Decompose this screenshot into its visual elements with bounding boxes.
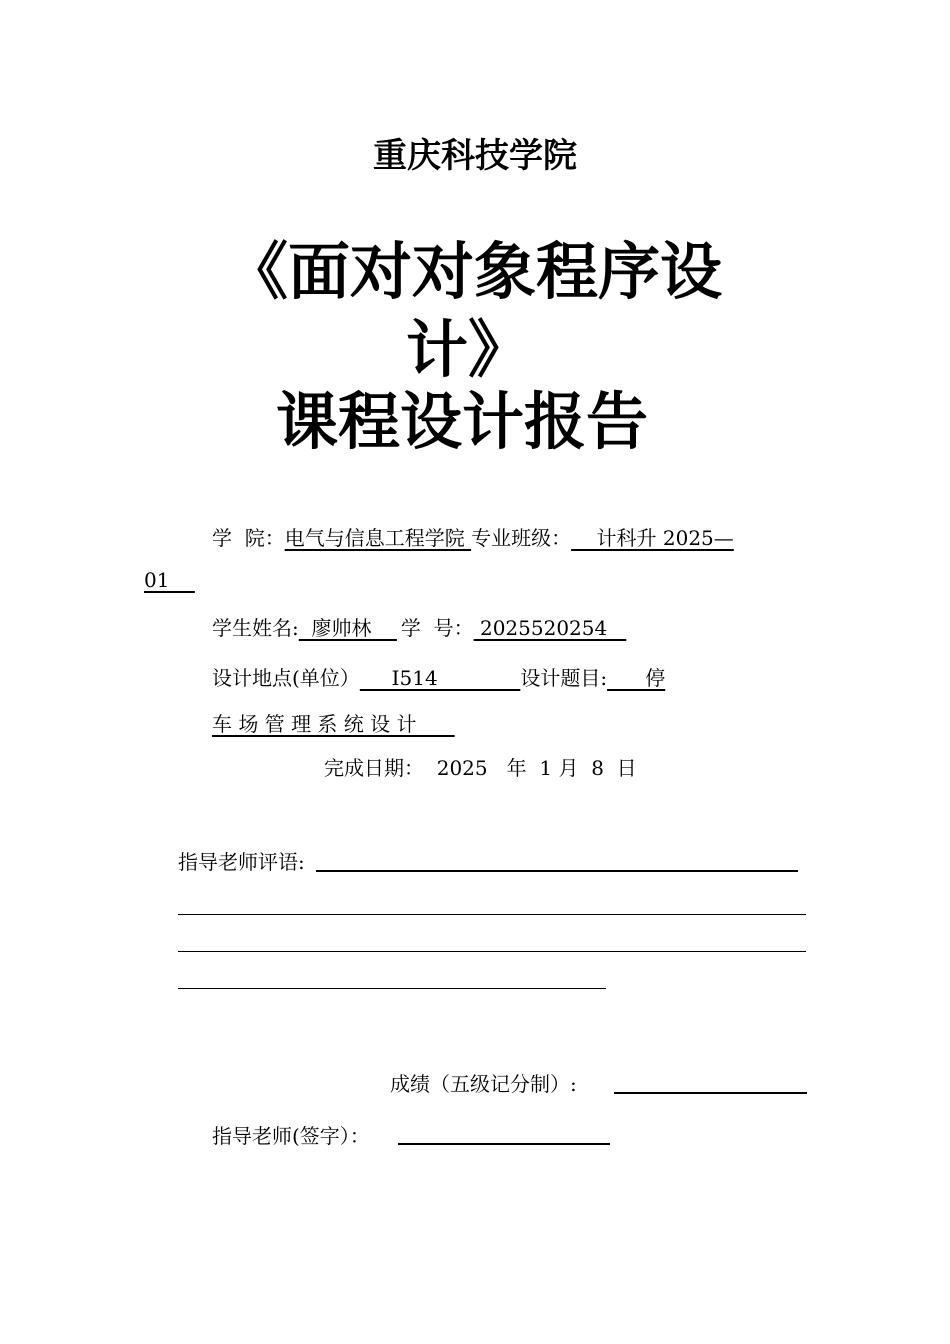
report-title-line2: 计》 [406, 313, 531, 386]
grade-label: 成绩（五级记分制）: [390, 1072, 577, 1096]
completion-date: 完成日期： 2025 年 1 月 8 日 [324, 756, 637, 780]
comment-line-4 [178, 988, 606, 989]
topic-label: 设计题目: [520, 666, 608, 690]
name-label: 学生姓名: [212, 616, 299, 640]
signature-line [398, 1143, 610, 1145]
student-row [212, 612, 626, 641]
class-label: 专业班级： [471, 526, 572, 550]
comment-line-3 [178, 951, 806, 952]
comment-line-2 [178, 914, 806, 915]
college-label: 学 院： [212, 526, 285, 550]
place-row [212, 662, 665, 691]
topic-row-cont [212, 708, 455, 737]
topic-value: 停 [607, 666, 666, 690]
class-value: 计科升 2025— [571, 526, 734, 550]
college-value: 电气与信息工程学院 [284, 526, 472, 550]
id-value: 2025520254 [473, 616, 627, 640]
topic-value-cont: 车 场 管 理 系 统 设 计 [212, 712, 455, 736]
class-value-cont: 01 [144, 568, 195, 592]
place-label: 设计地点(单位） [212, 666, 360, 690]
id-label: 学 号： [400, 616, 474, 640]
report-title-line1: 《面对对象程序设 [226, 235, 723, 308]
college-row [212, 522, 734, 551]
signature-label: 指导老师(签字）： [212, 1124, 370, 1148]
comments-label: 指导老师评语: [178, 850, 305, 874]
report-title-line3: 课程设计报告 [276, 385, 649, 458]
school-name: 重庆科技学院 [373, 136, 577, 176]
class-row-cont [144, 568, 195, 592]
name-value: 廖帅林 [298, 616, 397, 640]
grade-line [614, 1092, 807, 1094]
comment-line-1 [316, 870, 798, 872]
place-value: I514 [359, 666, 521, 690]
